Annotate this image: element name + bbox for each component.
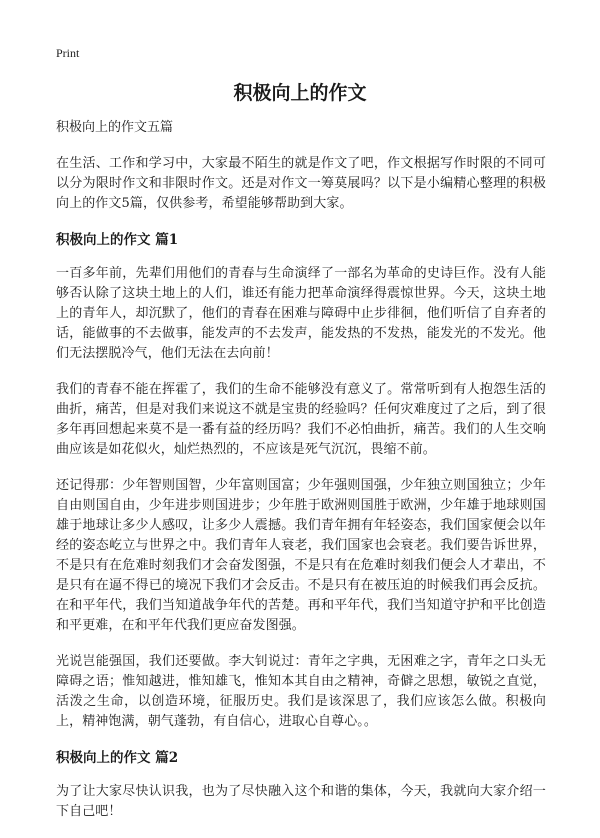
section-1-paragraph-3: 还记得那：少年智则国智，少年富则国富；少年强则国强，少年独立则国独立；少年自由则国自由，少年进步则国进步；少年胜于欧洲则国胜于欧洲，少年雄于地球则国雄于地球让多少人感叹，让多少人震撼。我们青年拥有年轻姿态，我们国家便会以年经的姿态屹立与世界之中。我们青年人衰老，我们国家也会衰老。我们要告诉世界，不是只有在危难时刻我们才会奋发图强，不是只有在危难时刻我们便会人才辈出，不是只有在逼不得已的境况下我们才会反击。不是只有在被压迫的时候我们再会反抗。在和平年代，我们当知道战争年代的苦楚。再和平年代，我们当知道守护和平比创造和平更难，在和平年代我们更应奋发图强。: [56, 478, 546, 633]
section-2-paragraph-1: 为了让大家尽快认识我，也为了尽快融入这个和谐的集体，今天，我就向大家介绍一下自己吧！: [56, 784, 546, 819]
document-subtitle: 积极向上的作文五篇: [56, 120, 174, 135]
section-1-paragraph-2: 我们的青春不能在挥霍了，我们的生命不能够没有意义了。常常听到有人抱怨生活的曲折，痛苦，但是对我们来说这不就是宝贵的经验吗？任何灾难度过了之后，到了很多年再回想起来莫不是一番有益的经历吗？我们不必怕曲折，痛苦。我们的人生交响曲应该是如花似火，灿烂热烈的，不应该是死气沉沉，畏缩不前。: [56, 382, 546, 457]
section-1-paragraph-1: 一百多年前，先辈们用他们的青春与生命演绎了一部名为革命的史诗巨作。没有人能够否认除了这块土地上的人们，谁还有能力把革命演绎得震惊世界。今天，这块土地上的青年人，却沉默了，他们的青春在困难与障碍中止步徘徊，他们听信了自弃者的话，能做事的不去做事，能发声的不去发声，能发热的不发热，能发光的不发光。他们无法摆脱冷气，他们无法在去向前！: [56, 266, 546, 361]
section-heading-1: 积极向上的作文 篇1: [56, 232, 179, 248]
page-title: 积极向上的作文: [233, 82, 367, 104]
print-label[interactable]: Print: [56, 46, 80, 60]
document-body: [56, 118, 546, 838]
section-heading-2: 积极向上的作文 篇2: [56, 750, 179, 766]
section-1-paragraph-4: 光说岂能强国，我们还要做。李大钊说过：青年之字典，无困难之字，青年之口头无障碍之语；惟知越进，惟知雄飞，惟知本其自由之精神，奇僻之思想，敏锐之直觉，活泼之生命，以创造环境，征服历史。我们是该深思了，我们应该怎么做。积极向上，精神饱满，朝气蓬勃，有自信心，进取心自尊心。。: [56, 654, 546, 729]
intro-paragraph: 在生活、工作和学习中，大家最不陌生的就是作文了吧，作文根据写作时限的不同可以分为限时作文和非限时作文。还是对作文一筹莫展吗？以下是小编精心整理的积极向上的作文5篇，仅供参考，希望能够帮助到大家。: [56, 156, 546, 211]
